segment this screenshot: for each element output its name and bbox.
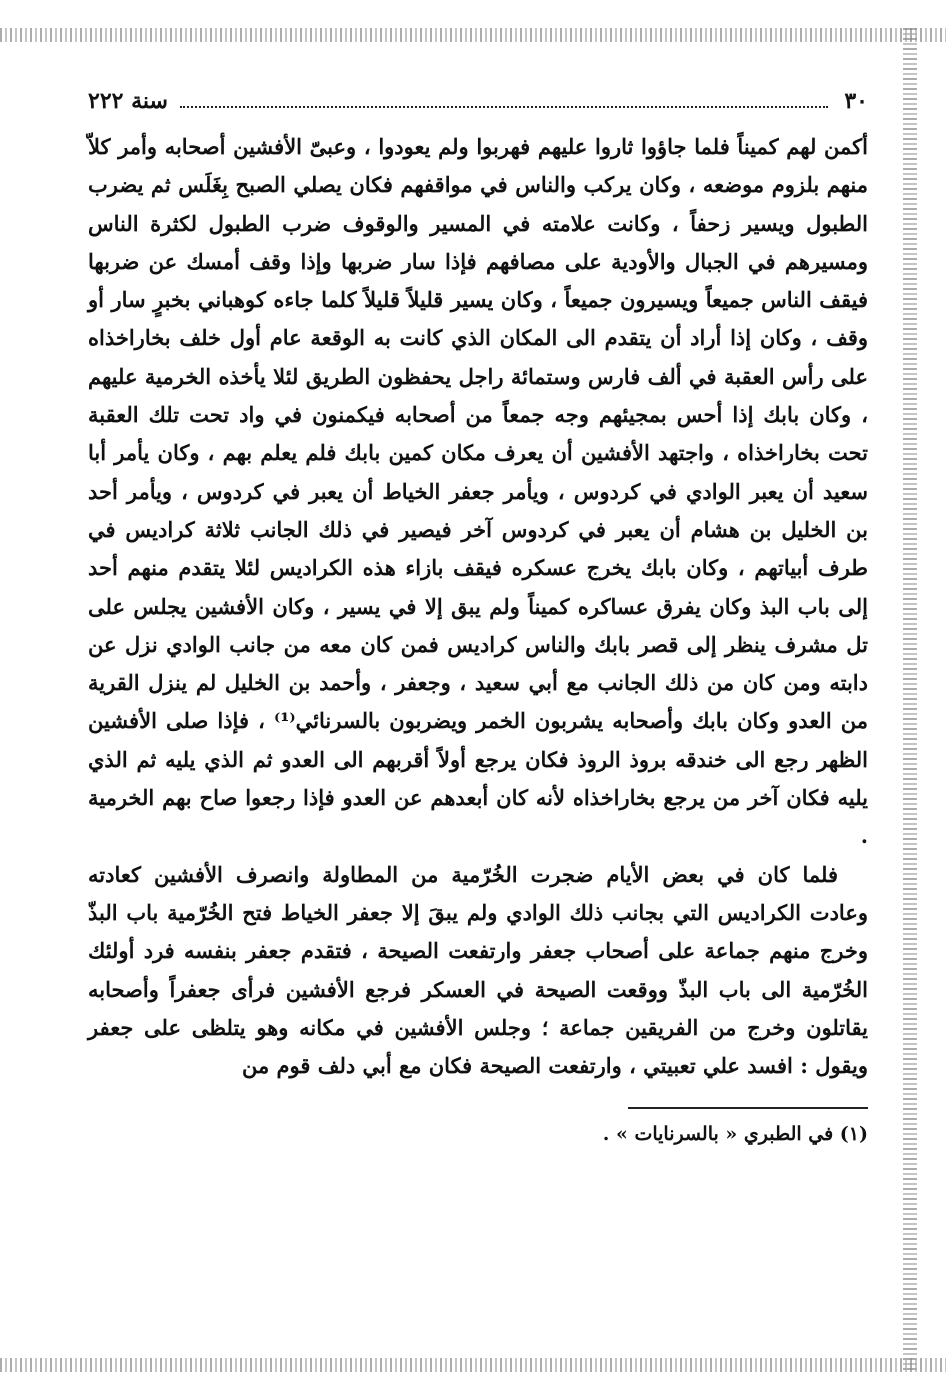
footnote: (١) في الطبري « بالسرنايات » . [602, 1123, 868, 1146]
decorative-border-bottom [0, 1358, 946, 1372]
decorative-border-top [0, 28, 946, 42]
decorative-border-right [903, 28, 917, 1372]
page-number: ٣٠ [844, 88, 868, 114]
body-text [88, 128, 868, 1085]
footnote-separator [628, 1107, 868, 1109]
paragraph-2: فلما كان في بعض الأيام ضجرت الخُرّمية من المطاولة وانصرف الأفشين كعادته وعادت الكراديس التي بجانب ذلك الوادي ولم يبقَ إلا جعفر الخياط فتح الخُرّمية باب البذّ وخرج منهم جماعة على أصحاب جعفر وارتفعت الصيحة ، فتقدم جعفر بنفسه فرد أولئك الخُرّمية الى باب البذّ ووقعت الصيحة في العسكر فرجع الأفشين فرأى جعفراً وأصحابه يقاتلون وخرج من الفريقين جماعة ؛ وجلس الأفشين في مكانه وهو يتلظى على جعفر ويقول : افسد علي تعبيتي ، وارتفعت الصيحة فكان مع أبي دلف قوم من [88, 861, 868, 1079]
header-dotted-leader [180, 92, 828, 108]
running-head-year: سنة ٢٢٢ [88, 88, 168, 114]
book-page [88, 88, 868, 1145]
page-header [88, 88, 868, 128]
paragraph-1: أكمن لهم كميناً فلما جاؤوا ثاروا عليهم فهربوا ولم يعودوا ، وعبىّ الأفشين أصحابه وأمر كلاّ منهم بلزوم موضعه ، وكان يركب والناس في مواقفهم فكان يصلي الصبح بِغَلَس ثم يضرب الطبول ويسير زحفاً ، وكانت علامته في المسير والوقوف ضرب الطبول لكثرة الناس ومسيرهم في الجبال والأودية على مصافهم فإذا سار ضربها وإذا وقف أمسك عن ضربها فيقف الناس جميعاً ويسيرون جميعاً ، وكان يسير قليلاً قليلاً كلما جاءه كوهباني بخبرٍ سار أو وقف ، وكان إذا أراد أن يتقدم الى المكان الذي كانت به الوقعة عام أول خلف بخاراخذاه على رأس العقبة في ألف فارس وستمائة راجل يحفظون الطريق لئلا يأخذه الخرمية عليهم ، وكان بابك إذا أحس بمجيئهم وجه جمعاً من أصحابه فيكمنون في واد تحت تلك العقبة تحت بخاراخذاه ، واجتهد الأفشين أن يعرف مكان كمين بابك فلم يعلم بهم ، وكان يأمر أبا سعيد أن يعبر الوادي في كردوس ، ويأمر جعفر الخياط أن يعبر في كردوس ، ويأمر أحد بن الخليل بن هشام أن يعبر في كردوس آخر فيصير في ذلك الجانب ثلاثة كراديس في طرف أبياتهم ، وكان بابك يخرج عسكره فيقف بازاء هذه الكراديس لئلا يتقدم منهم أحد إلى باب البذ وكان يفرق عساكره كميناً ولم يبق إلا في يسير ، وكان الأفشين يجلس على تل مشرف ينظر إلى قصر بابك والناس كراديس فمن كان معه من جانب الوادي نزل عن دابته ومن كان من ذلك الجانب مع أبي سعيد ، وجعفر ، وأحمد بن الخليل لم ينزل القرية من العدو وكان بابك وأصحابه يشربون الخمر ويضربون بالسرنائي⁽¹⁾ ، فإذا صلى الأفشين الظهر رجع الى خندقه بروذ الروذ فكان يرجع أولاً أقربهم الى العدو ثم الذي يليه ثم الذي يليه فكان آخر من يرجع بخاراخذاه لأنه كان أبعدهم عن العدو فإذا رجعوا صاح بهم الخرمية . [88, 134, 869, 849]
